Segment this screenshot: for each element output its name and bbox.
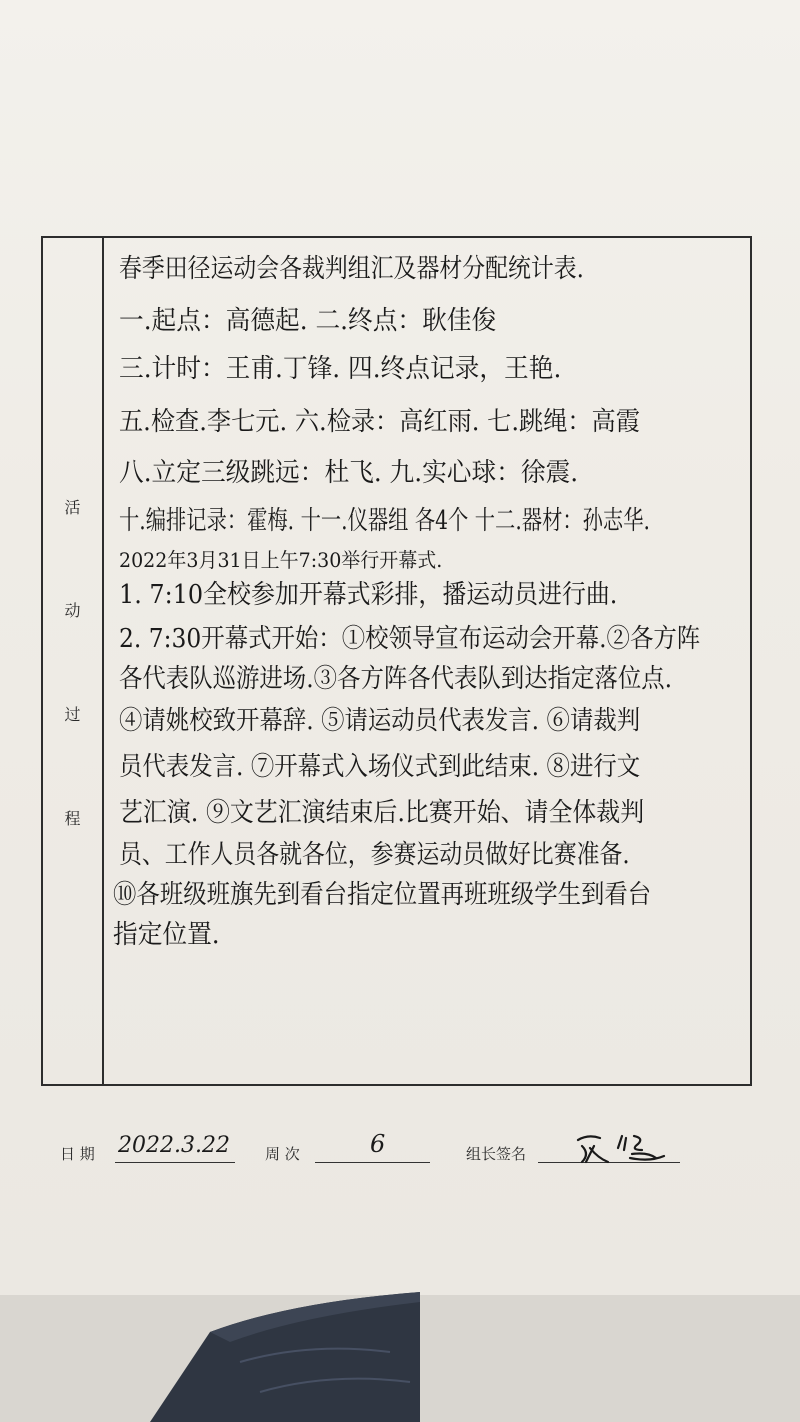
week-label: 周 次 [265,1145,300,1163]
content-line: ⑩各班级班旗先到看台指定位置再班班级学生到看台 [113,880,652,910]
handwritten-content [105,238,750,1084]
week-value: 6 [370,1130,386,1158]
bleed-through-title [130,140,710,180]
content-line: ④请姚校致开幕辞. ⑤请运动员代表发言. ⑥请裁判 [119,706,641,736]
label-char: 动 [64,601,81,620]
content-line: 艺汇演. ⑨文艺汇演结束后.比赛开始、请全体裁判 [119,798,645,828]
content-line: 1. 7:10全校参加开幕式彩排，播运动员进行曲. [119,580,618,610]
content-line: 2022年3月31日上午7:30举行开幕式. [119,548,443,572]
content-line: 五.检查.李七元. 六.检录：高红雨. 七.跳绳：高霞 [119,407,640,437]
content-line: 员代表发言. ⑦开幕式入场仪式到此结束. ⑧进行文 [119,752,641,782]
activity-process-label-column [43,238,104,1084]
handwritten-signature [560,1128,680,1168]
date-value: 2022.3.22 [118,1133,230,1158]
label-char: 过 [64,705,81,724]
date-label: 日 期 [60,1145,95,1163]
date-underline [115,1162,235,1163]
content-line: 员、工作人员各就各位，参赛运动员做好比赛准备. [119,840,630,870]
content-line: 一.起点：高德起. 二.终点：耿佳俊 [119,306,497,336]
content-line: 三.计时：王甫.丁锋. 四.终点记录，王艳. [119,354,562,384]
content-line: 十.编排记录：霍梅. 十一.仪器组 各4个 十二.器材：孙志华. [119,506,650,536]
label-char: 程 [64,809,81,828]
content-line: 春季田径运动会各裁判组汇及器材分配统计表. [119,254,584,284]
label-char: 活 [64,498,81,517]
signature-label: 组长签名 [466,1145,527,1163]
content-line: 2. 7:30开幕式开始：①校领导宣布运动会开幕.②各方阵 [119,624,701,654]
week-underline [315,1162,430,1163]
dark-cloth-corner [90,1292,420,1422]
content-line: 指定位置. [113,920,220,950]
content-line: 各代表队巡游进场.③各方阵各代表队到达指定落位点. [119,664,673,694]
activity-record-table [41,236,752,1086]
content-line: 八.立定三级跳远：杜飞. 九.实心球：徐震. [119,458,579,488]
